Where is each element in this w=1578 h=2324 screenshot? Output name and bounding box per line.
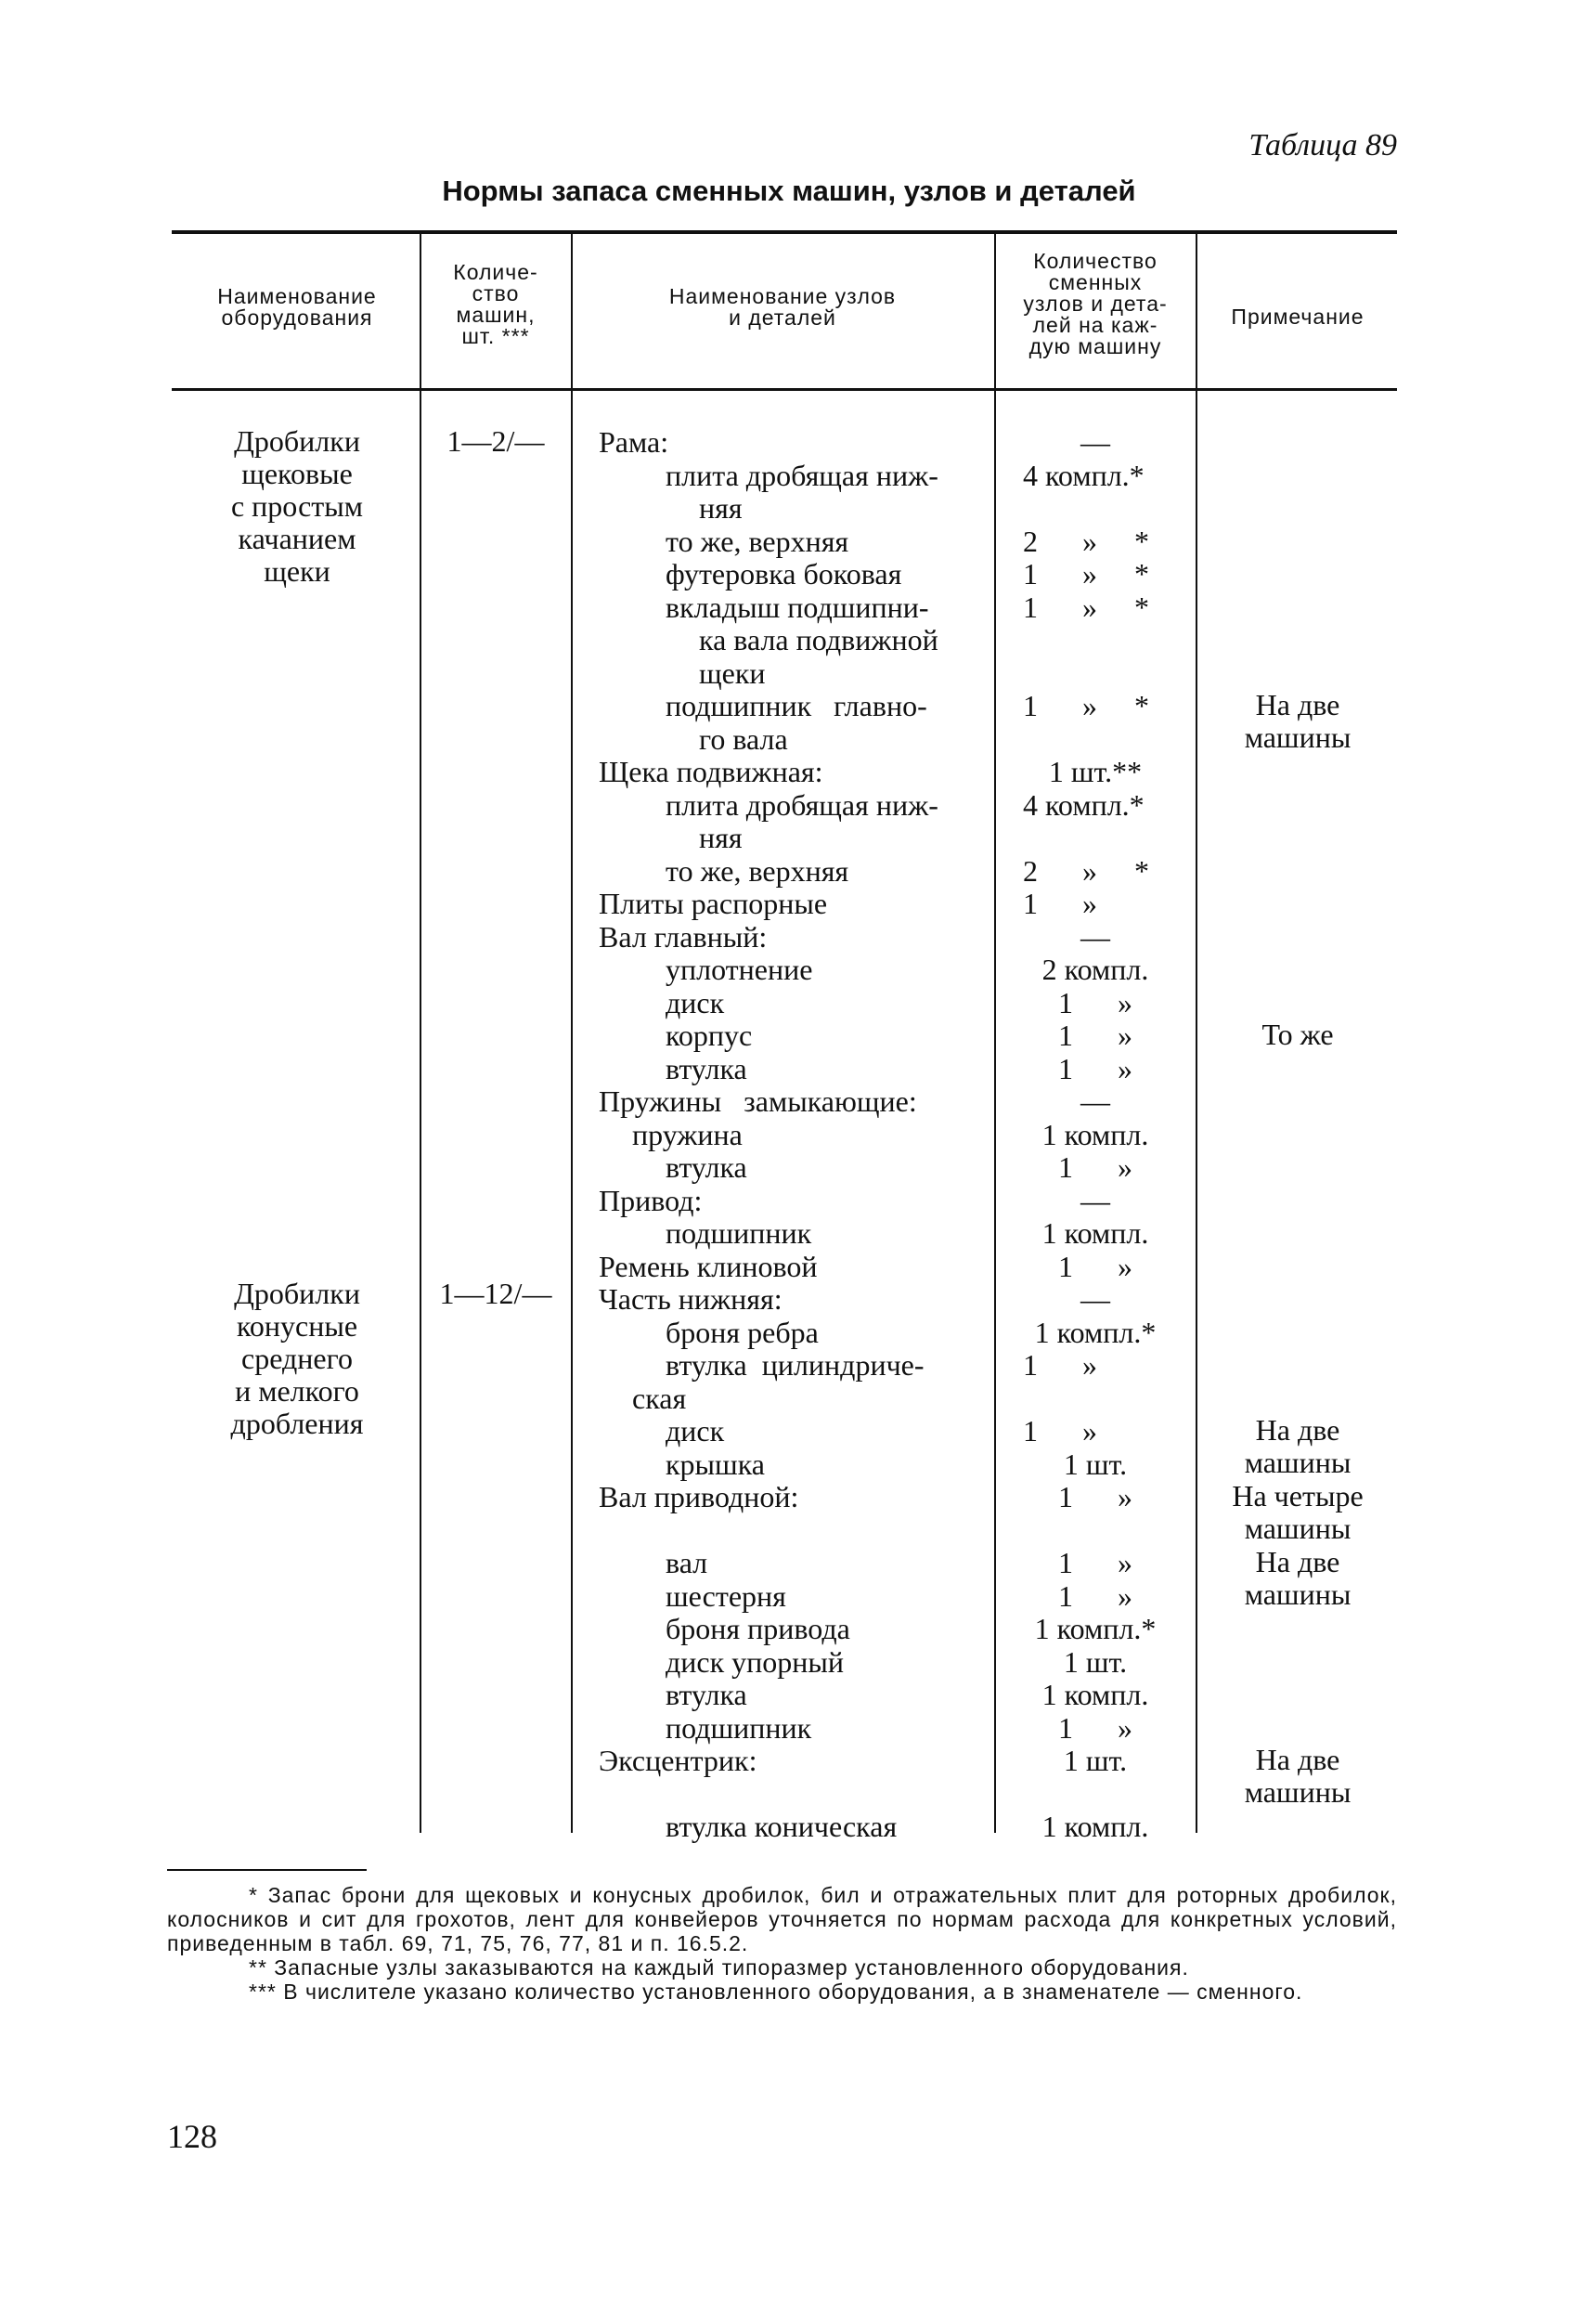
footnotes [167,1883,1397,2004]
header-quantity [997,251,1194,357]
part-quantity: 1 » * [1023,557,1149,591]
part-name: щеки [699,656,766,690]
footnote-1: * Запас брони для щековых и конусных дробилок, бил и отражательных плит для роторных дробилок, колосников и сит для грохотов, лент для конвейеров уточняется по нормам расхода для конкретных условий, приведенным в табл. 69, 71, 75, 76, 77, 81 и п. 16.5.2. [167,1883,1397,1955]
part-name: Часть нижняя: [599,1282,783,1316]
part-quantity: 1 » * [1023,590,1149,624]
equipment-name-jaw-crusher: Дробилки щековые с простым качанием щеки [230,424,364,588]
part-quantity: 1 » [1058,1150,1132,1184]
part-quantity: 1 компл. [1041,1678,1149,1711]
header-equipment-text: Наименование оборудования [217,284,377,330]
part-name: подшипник [666,1216,812,1250]
part-name: пружина [632,1117,743,1151]
part-name: плита дробящая ниж- [666,458,938,492]
part-quantity: 1 компл.* [1034,1612,1157,1645]
row-note: На четыре машины [1232,1479,1364,1545]
footnote-3: *** В числителе указано количество установленного оборудования, а в знаменателе — сменного. [249,1980,1303,2004]
equipment-name-cone-crusher: Дробилки конусные среднего и мелкого дробления [230,1277,364,1440]
header-note-text: Примечание [1231,305,1365,329]
part-name: вал [666,1546,708,1579]
part-quantity: 1 » [1023,1348,1097,1382]
part-name: го вала [699,721,788,756]
part-name: шестерня [666,1578,786,1613]
part-name: втулка [666,1051,747,1085]
part-quantity: — [1080,1282,1110,1316]
part-name: Пружины замыкающие: [599,1084,917,1118]
row-note: На две машины [1244,688,1352,754]
part-name: няя [699,821,743,854]
column-divider-3 [994,234,996,1833]
header-quantity-text: Количество сменных узлов и дета- лей на каж- дую машину [1023,249,1168,358]
part-quantity: 1 » [1058,985,1132,1019]
part-name: Плиты распорные [599,887,828,920]
part-quantity: 1 » [1058,1480,1132,1513]
footnote-2: ** Запасные узлы заказываются на каждый типоразмер установленного оборудования. [249,1955,1189,1980]
part-quantity: 1 » [1058,1710,1132,1745]
header-count-text: Количе- ство машин, шт. *** [453,260,538,348]
part-quantity: 4 компл.* [1023,458,1145,492]
part-quantity: 2 » * [1023,524,1149,558]
part-quantity: 1 шт. [1063,1744,1128,1777]
part-name: броня привода [666,1612,850,1645]
part-quantity: — [1080,1084,1110,1118]
header-count [422,262,569,347]
part-quantity: 1 шт. [1063,1644,1128,1679]
machine-count-cone-crusher: 1—12/— [439,1277,552,1310]
part-name: крышка [666,1447,765,1481]
part-quantity: 1 » [1023,1414,1097,1448]
part-name: вкладыш подшипни- [666,590,929,624]
part-name: Эксцентрик: [599,1744,757,1777]
row-note: На две машины [1244,1545,1352,1611]
part-name: втулка [666,1150,747,1184]
table-title: Нормы запаса сменных машин, узлов и деталей [442,175,1136,207]
part-name: втулка [666,1678,747,1711]
part-name: Щека подвижная: [599,755,823,788]
part-name: плита дробящая ниж- [666,787,938,822]
part-quantity: 1 » [1058,1546,1132,1579]
part-quantity: 1 компл. [1041,1216,1149,1250]
part-name: то же, верхняя [666,853,849,888]
part-quantity: 1 компл. [1041,1810,1149,1843]
header-note [1198,306,1397,328]
part-quantity: 1 » [1023,887,1097,920]
header-equipment [176,286,418,329]
part-quantity: 1 » [1058,1578,1132,1613]
part-quantity: 1 шт.** [1048,755,1143,788]
part-quantity: 2 » * [1023,853,1149,888]
part-quantity: — [1080,919,1110,954]
header-parts [574,286,991,329]
part-name: уплотнение [666,953,813,986]
part-quantity: 1 » [1058,1249,1132,1283]
part-quantity: 1 » [1058,1051,1132,1085]
part-quantity: 1 компл. [1041,1117,1149,1151]
header-bottom-rule [172,388,1397,391]
part-quantity: 1 » [1058,1019,1132,1052]
part-name: подшипник [666,1710,812,1745]
part-quantity: — [1080,1183,1110,1217]
part-quantity: — [1080,425,1110,459]
part-quantity: 1 шт. [1063,1447,1128,1481]
part-name: диск упорный [666,1644,845,1679]
part-name: няя [699,491,743,525]
part-name: Привод: [599,1183,703,1217]
part-name: Рама: [599,425,669,459]
part-name: Вал приводной: [599,1480,799,1513]
part-name: втулка цилиндриче- [666,1348,925,1382]
machine-count-jaw-crusher: 1—2/— [446,424,545,458]
part-name: ская [632,1381,687,1415]
part-name: подшипник главно- [666,689,927,722]
part-name: Ремень клиновой [599,1249,818,1283]
part-name: броня ребра [666,1315,819,1349]
part-name: диск [666,1414,725,1448]
part-quantity: 1 компл.* [1034,1315,1157,1349]
table-top-rule [172,230,1397,234]
part-name: диск [666,985,725,1019]
header-parts-text: Наименование узлов и деталей [668,284,897,330]
part-quantity: 2 компл. [1041,953,1149,986]
part-name: то же, верхняя [666,524,849,558]
column-divider-4 [1196,234,1197,1833]
part-name: футеровка боковая [666,557,902,591]
part-name: втулка коническая [666,1810,898,1843]
table-number-label: Таблица 89 [1248,128,1397,162]
row-note: То же [1261,1018,1334,1051]
part-name: Вал главный: [599,919,768,954]
part-name: ка вала подвижной [699,623,938,656]
part-quantity: 4 компл.* [1023,787,1145,822]
column-divider-1 [420,234,421,1833]
column-divider-2 [571,234,573,1833]
part-quantity: 1 » * [1023,689,1149,722]
page-number: 128 [167,2118,217,2155]
part-name: корпус [666,1019,753,1052]
row-note: На две машины [1244,1743,1352,1809]
footnote-rule [167,1869,367,1871]
row-note: На две машины [1244,1413,1352,1479]
